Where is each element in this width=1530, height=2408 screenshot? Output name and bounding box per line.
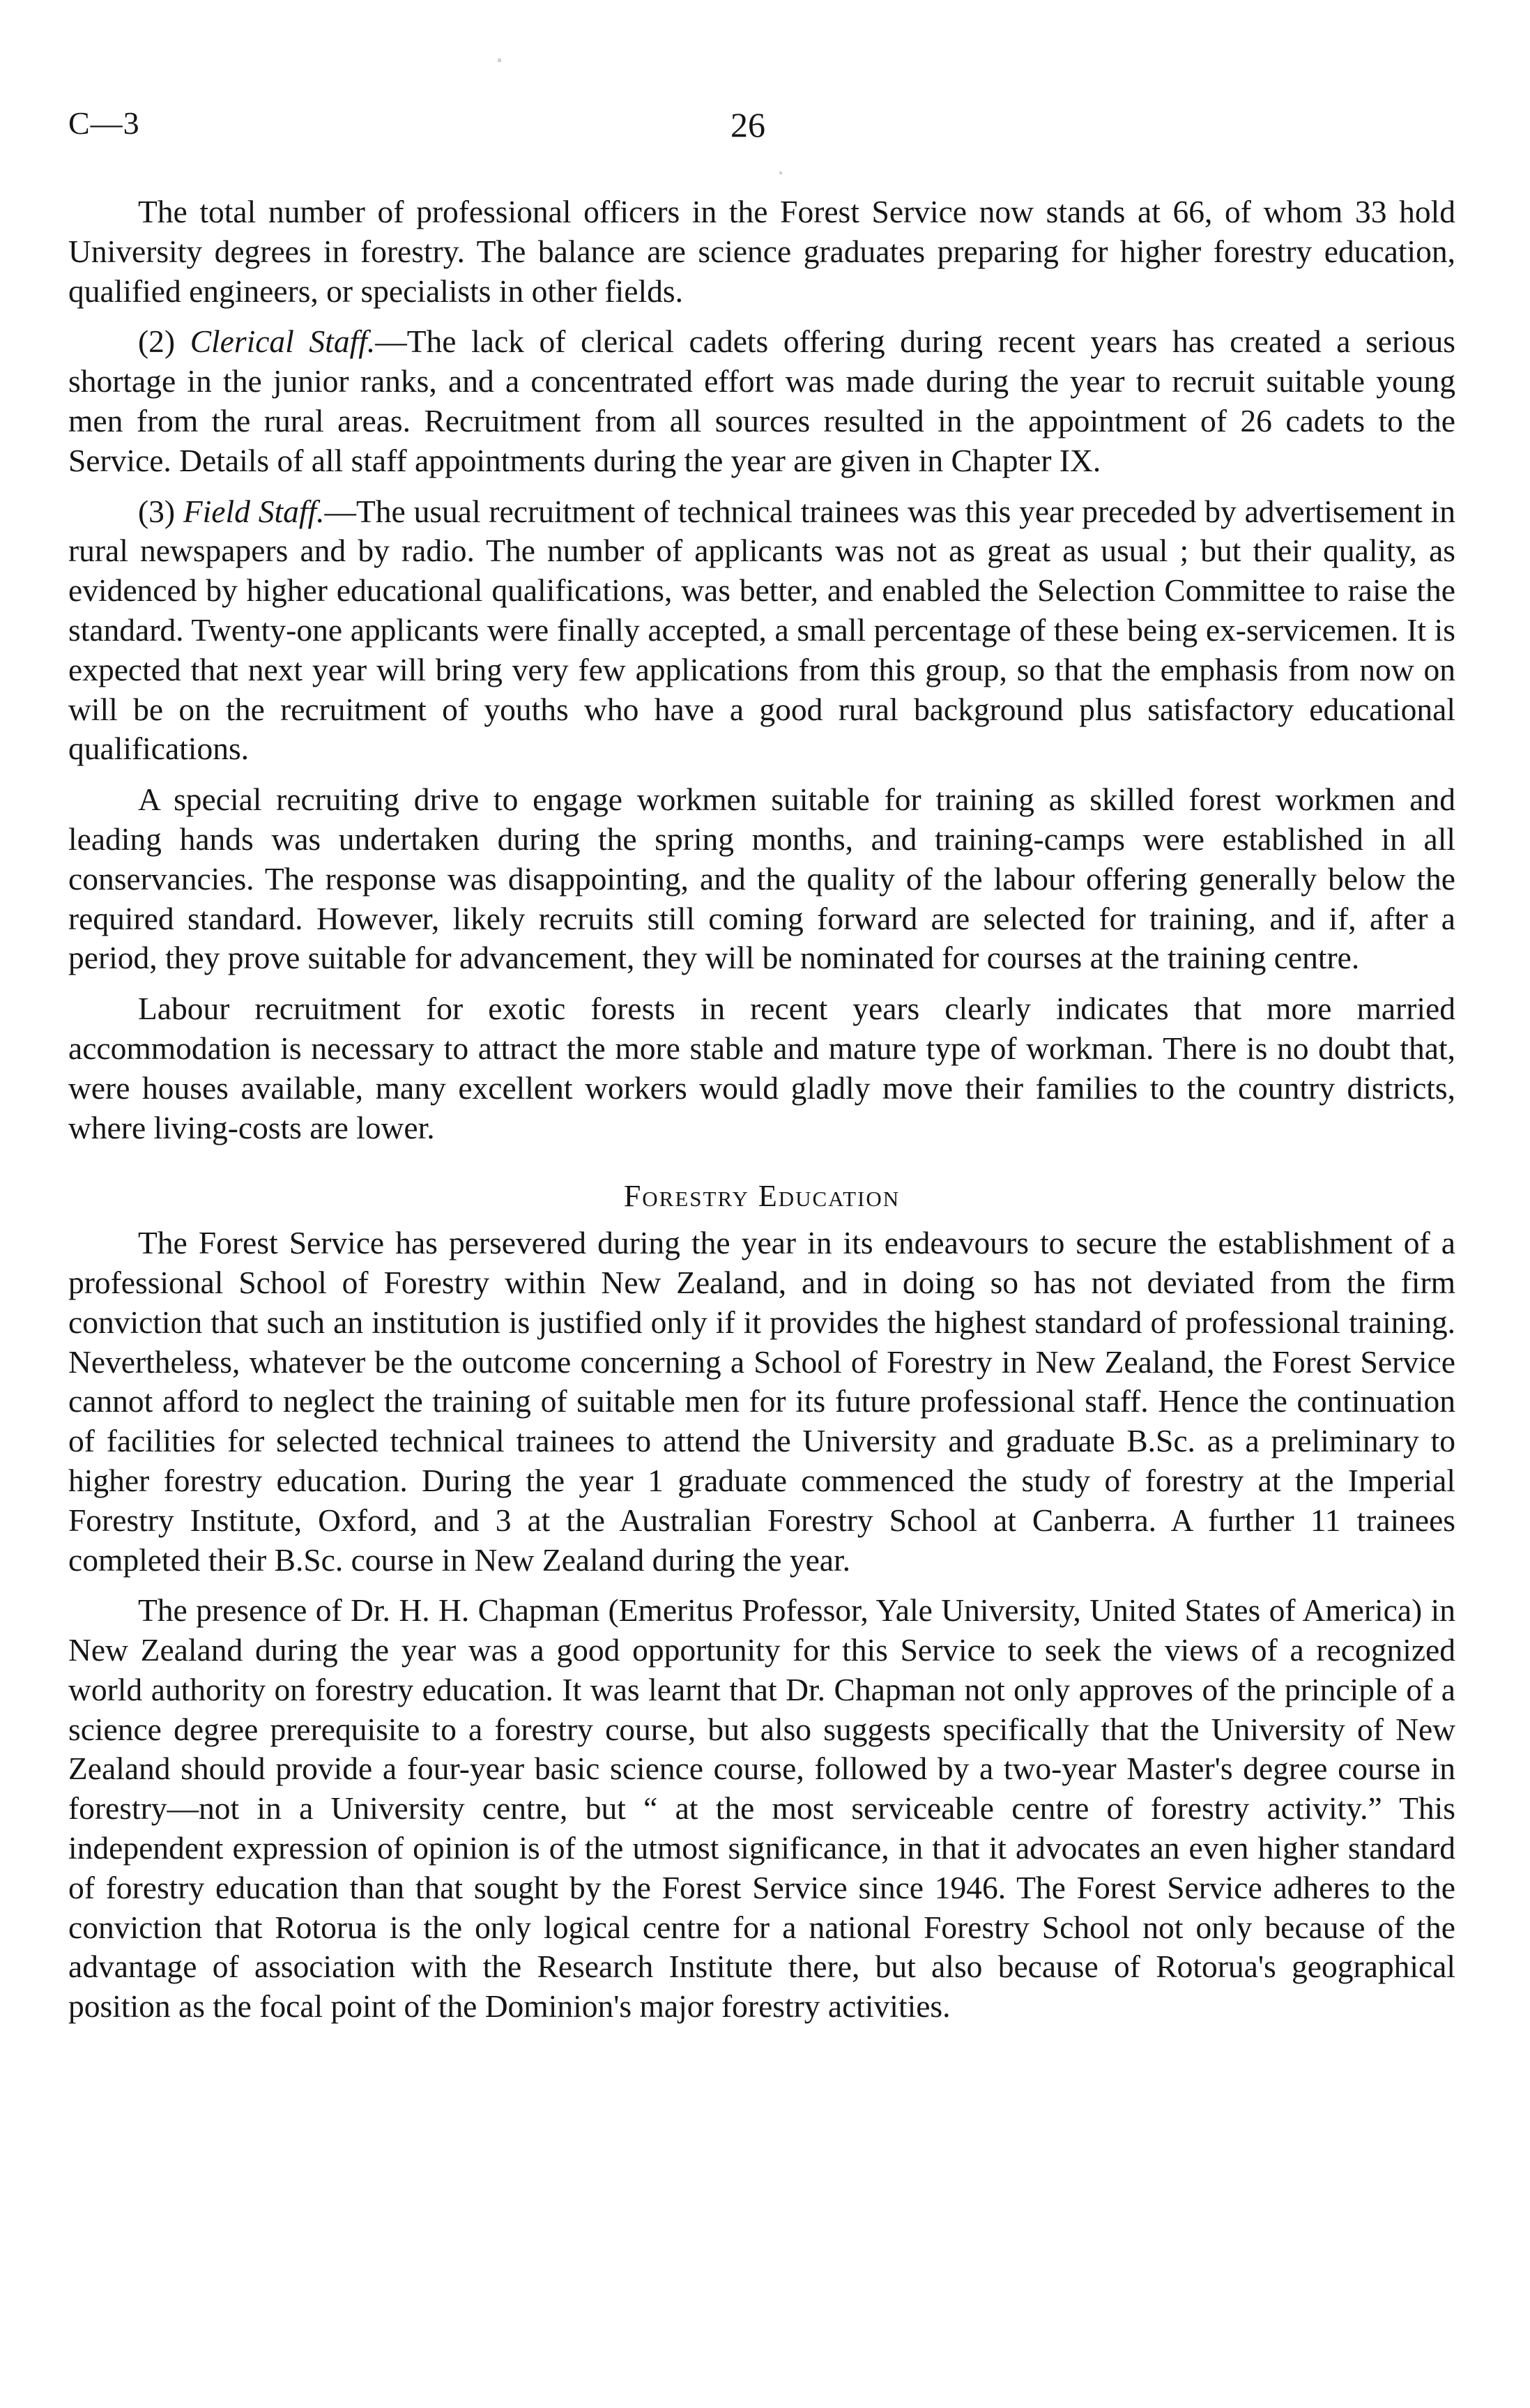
paragraph-recruiting-drive: A special recruiting drive to engage workmen suitable for training as skilled forest workmen and leading hands was undertaken during the spring months, and training-camps were established in all conservancies. The response was disappointing, and the quality of the labour offering generally below the required standard. However, likely recruits still coming forward are selected for training, and if, after a period, they prove suitable for advancement, they will be nominated for courses at the training centre. <box>68 782 1455 976</box>
paragraph-labour-recruitment: Labour recruitment for exotic forests in recent years clearly indicates that more married accommodation is necessary to attract the more stable and mature type of workman. There is no doubt that, were houses available, many excellent workers would gladly move their families to the country districts, where living-costs are lower. <box>68 991 1455 1145</box>
section-heading-forestry-education: Forestry Education <box>623 1179 901 1214</box>
paragraph-field-staff <box>68 492 1455 770</box>
scan-speck <box>498 59 501 62</box>
field-staff-title: Field Staff. <box>183 493 325 529</box>
field-staff-text: —The usual recruitment of technical trainees was this year preceded by advertisement in rural newspapers and by radio. The number of applicants was not as great as usual ; but their quality, as evidenced by higher educational qualifications, was better, and enabled the Selection Committee to raise the standard. Twenty-one applicants were finally accepted, a small percentage of these being ex-servicemen. It is expected that next year will bring very few applications from this group, so that the emphasis from now on will be on the recruitment of youths who have a good rural background plus satisfactory educational qualifications. <box>68 493 1455 767</box>
clerical-staff-text: —The lack of clerical cadets offering during recent years has created a serious shortage in the junior ranks, and a concentrated effort was made during the year to recruit suitable young men from the rural areas. Recruitment from all sources resulted in the appointment of 26 cadets to the Service. Details of all staff appointments during the year are given in Chapter IX. <box>68 323 1455 478</box>
document-reference: C—3 <box>68 105 140 141</box>
paragraph-clerical-staff <box>68 322 1455 480</box>
running-header <box>68 105 1455 153</box>
clerical-staff-number: (2) <box>138 323 190 360</box>
page-number: 26 <box>730 105 765 144</box>
paragraph-staff-totals: The total number of professional officers in the Forest Service now stands at 66, of whom 33 hold University degrees in forestry. The balance are science graduates preparing for higher forestry education, qualified engineers, or specialists in other fields. <box>68 194 1455 309</box>
body-text <box>68 192 1455 2038</box>
paragraph-chapman-visit: The presence of Dr. H. H. Chapman (Emeritus Professor, Yale University, United States of America) in New Zealand during the year was a good opportunity for this Service to seek the views of a recognized world authority on forestry education. It was learnt that Dr. Chapman not only approves of the principle of a science degree prerequisite to a forestry course, but also suggests specifically that the University of New Zealand should provide a four-year basic science course, followed by a two-year Master's degree course in forestry—not in a University centre, but “ at the most serviceable centre of forestry activity.” This independent expression of opinion is of the utmost significance, in that it advocates an even higher standard of forestry education than that sought by the Forest Service since 1946. The Forest Service adheres to the conviction that Rotorua is the only logical centre for a national Forestry School not only because of the advantage of association with the Research Institute there, but also because of Rotorua's geographical position as the focal point of the Dominion's major forestry activities. <box>68 1592 1455 2025</box>
scan-speck <box>779 172 782 174</box>
field-staff-number: (3) <box>138 493 183 529</box>
paragraph-forestry-school: The Forest Service has persevered during the year in its endeavours to secure the establishment of a professional School of Forestry within New Zealand, and in doing so has not deviated from the firm conviction that such an institution is justified only if it provides the highest standard of professional training. Nevertheless, whatever be the outcome concerning a School of Forestry in New Zealand, the Forest Service cannot afford to neglect the training of suitable men for its future professional staff. Hence the continuation of facilities for selected technical trainees to attend the University and graduate B.Sc. as a preliminary to higher forestry education. During the year 1 graduate commenced the study of forestry at the Imperial Forestry Institute, Oxford, and 3 at the Australian Forestry School at Canberra. A further 11 trainees completed their B.Sc. course in New Zealand during the year. <box>68 1225 1455 1578</box>
clerical-staff-title: Clerical Staff. <box>190 323 376 360</box>
